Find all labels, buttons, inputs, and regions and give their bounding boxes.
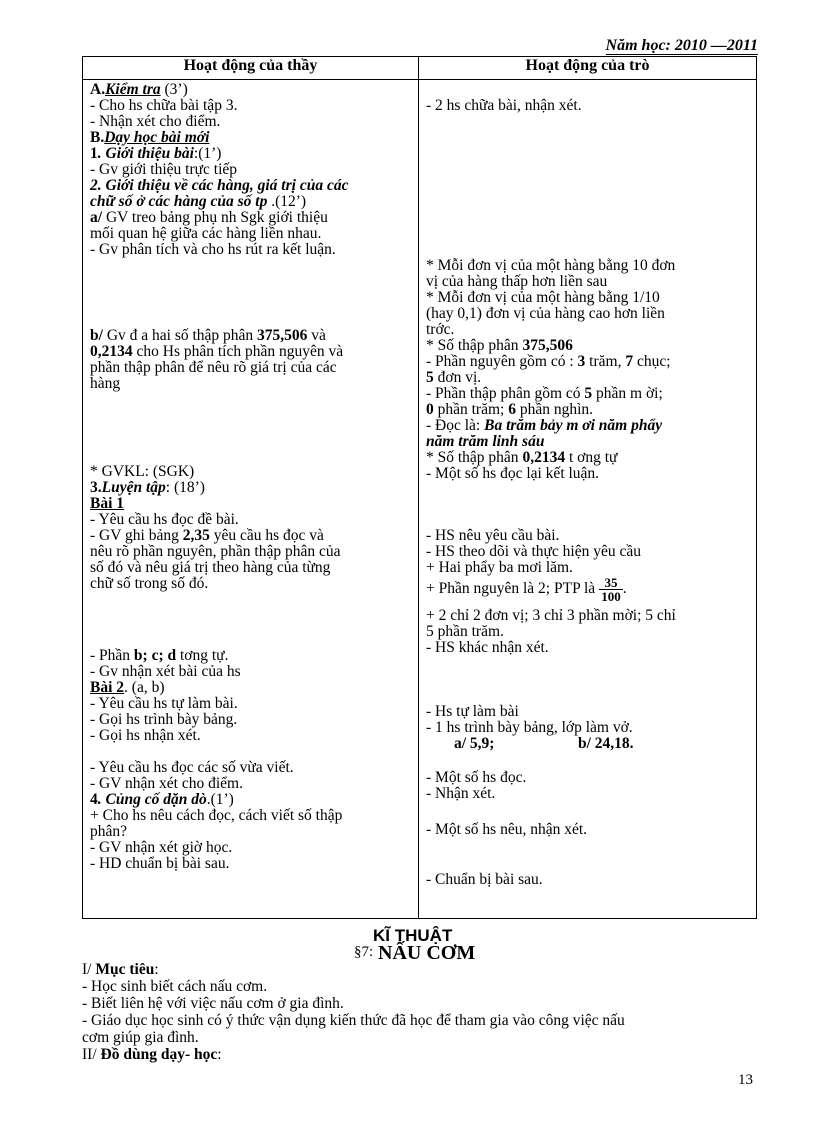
- student-line: 5 phần trăm.: [426, 623, 504, 640]
- teacher-line: b/ Gv đ a hai số thập phân 375,506 và: [90, 327, 326, 344]
- student-line: - Một số hs đọc lại kết luận.: [426, 465, 600, 482]
- teacher-line: - Gv giới thiệu trực tiếp: [90, 161, 238, 178]
- teacher-line: - GV nhận xét cho điểm.: [90, 775, 243, 792]
- subsection-2-heading: 2. Giới thiệu về các hàng, giá trị của các: [90, 177, 349, 194]
- lesson-number: §7:: [354, 944, 374, 960]
- objective-line: - Giáo dục học sinh có ý thức vận dụng kiến thức đã học để tham gia vào công việc nấu: [82, 1012, 625, 1029]
- student-line: - Phần nguyên gồm có : 3 trăm, 7 chục;: [426, 353, 671, 370]
- student-line: - HS nêu yêu cầu bài.: [426, 527, 560, 544]
- teacher-line: a/ GV treo bảng phụ nh Sgk giới thiệu: [90, 209, 328, 226]
- student-line: vị của hàng thấp hơn liền sau: [426, 273, 608, 290]
- student-line: + Phần nguyên là 2; PTP là $\frac{35}{100}$ .: [426, 575, 627, 604]
- student-activities-cell: [419, 80, 757, 919]
- teacher-column-header: Hoạt động của thầy: [83, 57, 419, 80]
- student-line: - Chuẩn bị bài sau.: [426, 871, 543, 888]
- lesson-title: NẤU CƠM: [378, 942, 476, 964]
- teacher-line: - HD chuẩn bị bài sau.: [90, 855, 230, 872]
- objective-line: cơm giúp gia đình.: [82, 1029, 199, 1046]
- teacher-line: nêu rõ phần nguyên, phần thập phân của: [90, 543, 341, 560]
- teacher-line: + Cho hs nêu cách đọc, cách viết số thập: [90, 807, 343, 824]
- objective-line: - Biết liên hệ với việc nấu cơm ở gia đình.: [82, 995, 344, 1012]
- exercise-2-heading: Bài 2. (a, b): [90, 679, 165, 696]
- subsection-1-heading: 1. Giới thiệu bài:(1’): [90, 145, 222, 162]
- teacher-line: - Yêu cầu hs đọc các số vừa viết.: [90, 759, 294, 776]
- objective-line: - Học sinh biết cách nấu cơm.: [82, 978, 268, 995]
- subsection-4-heading: 4. Củng cố dặn dò.(1’): [90, 791, 234, 808]
- teacher-line: - GV nhận xét giờ học.: [90, 839, 233, 856]
- lesson-plan-table: [82, 56, 757, 919]
- teacher-line: mối quan hệ giữa các hàng liền nhau.: [90, 225, 322, 242]
- teacher-line: * GVKL: (SGK): [90, 463, 195, 480]
- section-a-heading: A.Kiểm tra (3’): [90, 81, 188, 98]
- student-column-header: Hoạt động của trò: [419, 57, 757, 80]
- teacher-line: chữ số trong số đó.: [90, 575, 209, 592]
- page-number: 13: [738, 1072, 753, 1088]
- subsection-2-heading-cont: chữ số ở các hàng của số tp .(12’): [90, 193, 307, 210]
- teacher-line: - GV ghi bảng 2,35 yêu cầu hs đọc và: [90, 527, 324, 544]
- student-line: - Hs tự làm bài: [426, 703, 519, 720]
- teacher-line: số đó và nêu giá trị theo hàng của từng: [90, 559, 331, 576]
- teacher-line: - Cho hs chữa bài tập 3.: [90, 97, 238, 114]
- teacher-activities-cell: [83, 80, 419, 919]
- teacher-line: phần thập phân để nêu rõ giá trị của các: [90, 359, 337, 376]
- exercise-1-heading: Bài 1: [90, 495, 125, 512]
- teacher-line: phân?: [90, 823, 128, 840]
- teacher-line: - Nhận xét cho điểm.: [90, 113, 221, 130]
- student-line: 5 đơn vị.: [426, 369, 482, 386]
- teacher-line: 0,2134 cho Hs phân tích phần nguyên và: [90, 343, 344, 360]
- teacher-line: - Gv phân tích và cho hs rút ra kết luận.: [90, 241, 336, 258]
- student-line: - Một số hs nêu, nhận xét.: [426, 821, 588, 838]
- student-line: 0 phần trăm; 6 phần nghìn.: [426, 401, 594, 418]
- fraction-35-100: $\frac{35}{100}$: [601, 575, 621, 604]
- student-line: - HS theo dõi và thực hiện yêu cầu: [426, 543, 642, 560]
- student-line: - 1 hs trình bày bảng, lớp làm vở.: [426, 719, 633, 736]
- student-line: - HS khác nhận xét.: [426, 639, 549, 656]
- student-line: * Mỗi đơn vị của một hàng bằng 10 đơn: [426, 257, 676, 274]
- student-line: - Đọc là: Ba trăm bảy m ơi năm phẩy: [426, 417, 663, 434]
- student-line: + Hai phẩy ba mơi lăm.: [426, 559, 573, 576]
- student-line: - Nhận xét.: [426, 785, 496, 802]
- teacher-line: - Phần b; c; d tơng tự.: [90, 647, 229, 664]
- student-line: năm trăm linh sáu: [426, 433, 545, 450]
- objectives-heading: I/ Mục tiêu:: [82, 961, 159, 978]
- teacher-line: hàng: [90, 375, 121, 392]
- teacher-line: - Yêu cầu hs tự làm bài.: [90, 695, 238, 712]
- teacher-line: - Yêu cầu hs đọc đề bài.: [90, 511, 239, 528]
- teacher-line: - Gọi hs trình bày bảng.: [90, 711, 238, 728]
- teaching-tools-heading: II/ Đồ dùng dạy- học:: [82, 1046, 222, 1063]
- student-line: trớc.: [426, 321, 455, 338]
- school-year-header: Năm học: 2010 —2011: [605, 37, 758, 54]
- student-line: - Phần thập phân gồm có 5 phần m ời;: [426, 385, 663, 402]
- subsection-3-heading: 3.Luyện tập: (18’): [90, 479, 205, 496]
- student-line: * Mỗi đơn vị của một hàng bằng 1/10: [426, 289, 660, 306]
- student-line: + 2 chỉ 2 đơn vị; 3 chỉ 3 phần mời; 5 chỉ: [426, 607, 676, 624]
- student-answer-b: b/ 24,18.: [578, 735, 634, 752]
- subject-title: KĨ THUẬT: [373, 926, 453, 945]
- student-line: (hay 0,1) đơn vị của hàng cao hơn liền: [426, 305, 665, 322]
- student-line: * Số thập phân 375,506: [426, 337, 573, 354]
- teacher-line: - Gv nhận xét bài của hs: [90, 663, 241, 680]
- teacher-line: - Gọi hs nhận xét.: [90, 727, 201, 744]
- student-line: - 2 hs chữa bài, nhận xét.: [426, 97, 582, 114]
- student-answer-a: a/ 5,9;: [454, 735, 495, 752]
- student-line: - Một số hs đọc.: [426, 769, 527, 786]
- section-b-heading: B.Dạy học bài mới: [90, 129, 210, 146]
- student-line: * Số thập phân 0,2134 t ơng tự: [426, 449, 618, 466]
